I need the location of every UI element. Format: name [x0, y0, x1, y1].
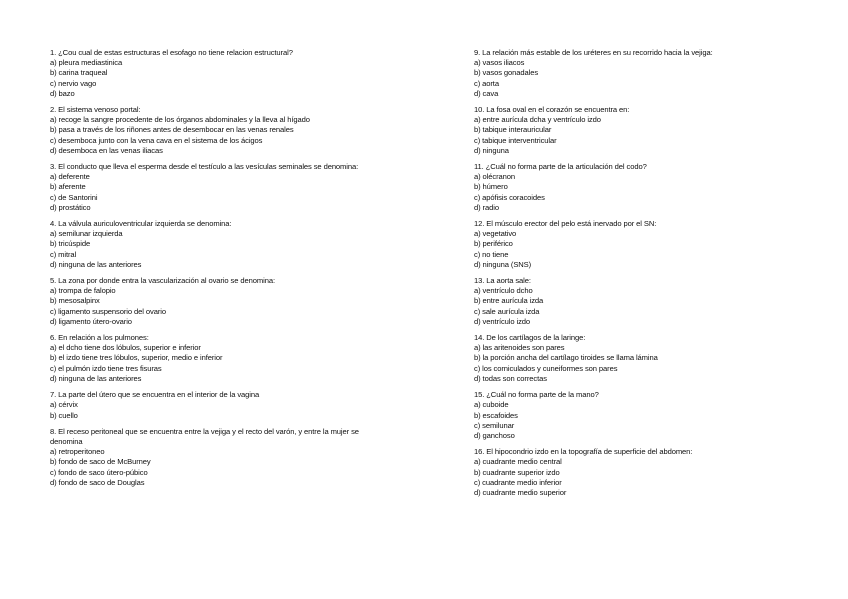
option: b) aferente: [50, 182, 86, 192]
option: b) periférico: [474, 239, 513, 249]
option: b) pasa a través de los riñones antes de desembocar en las venas renales: [50, 125, 294, 135]
question-10: [474, 105, 774, 156]
question-stem: 5. La zona por donde entra la vascularización al ovario se denomina:: [50, 276, 275, 286]
question-6: [50, 333, 350, 384]
question-16: [474, 447, 774, 498]
option: d) ganchoso: [474, 430, 515, 440]
option: c) semilunar: [474, 420, 515, 430]
option: c) de Santorini: [50, 192, 98, 202]
option: d) ligamento útero-ovario: [50, 316, 132, 326]
option: b) cuadrante superior izdo: [474, 467, 560, 477]
option: c) sale aurícula izda: [474, 306, 540, 316]
option: c) aorta: [474, 78, 499, 88]
option: b) entre aurícula izda: [474, 296, 544, 306]
option: b) carina traqueal: [50, 68, 108, 78]
question-8: [50, 426, 359, 488]
option: a) recoge la sangre procedente de los órganos abdominales y la lleva al hígado: [50, 115, 310, 125]
option: c) cuadrante medio inferior: [474, 477, 562, 487]
option: b) fondo de saco de McBurney: [50, 457, 151, 467]
option: a) ventrículo dcho: [474, 286, 533, 296]
question-9: [474, 48, 774, 99]
question-14: [474, 333, 774, 384]
option: a) trompa de falopio: [50, 286, 116, 296]
option: b) tricúspide: [50, 239, 91, 249]
question-stem: 14. De los cartílagos de la laringe:: [474, 333, 586, 343]
option: d) todas son correctas: [474, 373, 547, 383]
option: d) ventrículo izdo: [474, 316, 531, 326]
option: b) el izdo tiene tres lóbulos, superior, medio e inferior: [50, 353, 223, 363]
question-13: [474, 276, 774, 327]
option: c) ligamento suspensorio del ovario: [50, 306, 166, 316]
option: c) tabique interventricular: [474, 135, 557, 145]
option: c) apófisis coracoides: [474, 192, 545, 202]
option: a) cuadrante medio central: [474, 457, 562, 467]
option: a) el dcho tiene dos lóbulos, superior e inferior: [50, 343, 201, 353]
question-stem: 13. La aorta sale:: [474, 276, 531, 286]
question-stem: 4. La válvula auriculoventricular izquierda se denomina:: [50, 219, 232, 229]
option: a) semilunar izquierda: [50, 229, 123, 239]
option: d) ninguna (SNS): [474, 259, 532, 269]
question-11: [474, 162, 774, 213]
question-stem: 12. El músculo erector del pelo está inervado por el SN:: [474, 219, 657, 229]
option: d) ninguna de las anteriores: [50, 259, 142, 269]
option: a) deferente: [50, 172, 90, 182]
option: c) nervio vago: [50, 78, 97, 88]
option: c) fondo de saco útero-púbico: [50, 467, 148, 477]
question-15: [474, 390, 774, 441]
option: d) radio: [474, 202, 499, 212]
option: a) cuboide: [474, 400, 509, 410]
question-stem: 16. El hipocondrio izdo en la topografía de superficie del abdomen:: [474, 447, 693, 457]
question-stem: 11. ¿Cuál no forma parte de la articulación del codo?: [474, 162, 647, 172]
option: d) fondo de saco de Douglas: [50, 477, 145, 487]
option: b) húmero: [474, 182, 508, 192]
question-2: [50, 105, 350, 156]
question-stem: 8. El receso peritoneal que se encuentra entre la vejiga y el recto del varón, y entre la mujer se denomina: [50, 426, 359, 446]
question-stem: 9. La relación más estable de los uréteres en su recorrido hacia la vejiga:: [474, 48, 713, 57]
option: d) prostático: [50, 202, 91, 212]
option: d) ninguna: [474, 145, 509, 155]
option: a) las aritenoides son pares: [474, 343, 565, 353]
question-stem: 3. El conducto que lleva el esperma desde el testículo a las vesículas seminales se denomina:: [50, 162, 359, 172]
option: d) bazo: [50, 88, 75, 98]
option: b) vasos gonadales: [474, 68, 539, 78]
question-stem: 15. ¿Cuál no forma parte de la mano?: [474, 390, 599, 400]
option: a) vasos iliacos: [474, 58, 525, 68]
option: b) la porción ancha del cartílago tiroides se llama lámina: [474, 353, 658, 363]
question-7: [50, 390, 350, 421]
option: a) retroperitoneo: [50, 447, 105, 457]
question-4: [50, 219, 350, 270]
left-column: [50, 48, 359, 494]
question-5: [50, 276, 350, 327]
question-3: [50, 162, 359, 213]
option: d) cava: [474, 88, 499, 98]
option: a) entre aurícula dcha y ventrículo izdo: [474, 115, 601, 125]
question-stem: 2. El sistema venoso portal:: [50, 105, 141, 115]
option: b) escafoides: [474, 410, 518, 420]
option: d) ninguna de las anteriores: [50, 373, 142, 383]
option: a) cérvix: [50, 400, 78, 410]
option: c) desemboca junto con la vena cava en el sistema de los ácigos: [50, 135, 263, 145]
option: b) cuello: [50, 410, 78, 420]
option: d) cuadrante medio superior: [474, 487, 567, 497]
option: b) tabique interauricular: [474, 125, 552, 135]
option: c) mitral: [50, 249, 77, 259]
option: a) vegetativo: [474, 229, 517, 239]
question-stem: 6. En relación a los pulmones:: [50, 333, 149, 343]
option: c) los corniculados y cuneiformes son pares: [474, 363, 618, 373]
option: a) olécranon: [474, 172, 516, 182]
option: c) no tiene: [474, 249, 509, 259]
option: d) desemboca en las venas iliacas: [50, 145, 163, 155]
question-stem: 7. La parte del útero que se encuentra en el interior de la vagina: [50, 390, 260, 400]
question-12: [474, 219, 774, 270]
option: c) el pulmón izdo tiene tres fisuras: [50, 363, 162, 373]
question-stem: 1. ¿Cou cual de estas estructuras el esofago no tiene relacion estructural?: [50, 48, 293, 57]
question-stem: 10. La fosa oval en el corazón se encuentra en:: [474, 105, 630, 115]
option: a) pleura mediastinica: [50, 58, 123, 68]
question-1: [50, 48, 350, 99]
option: b) mesosalpinx: [50, 296, 100, 306]
right-column: [474, 48, 774, 504]
